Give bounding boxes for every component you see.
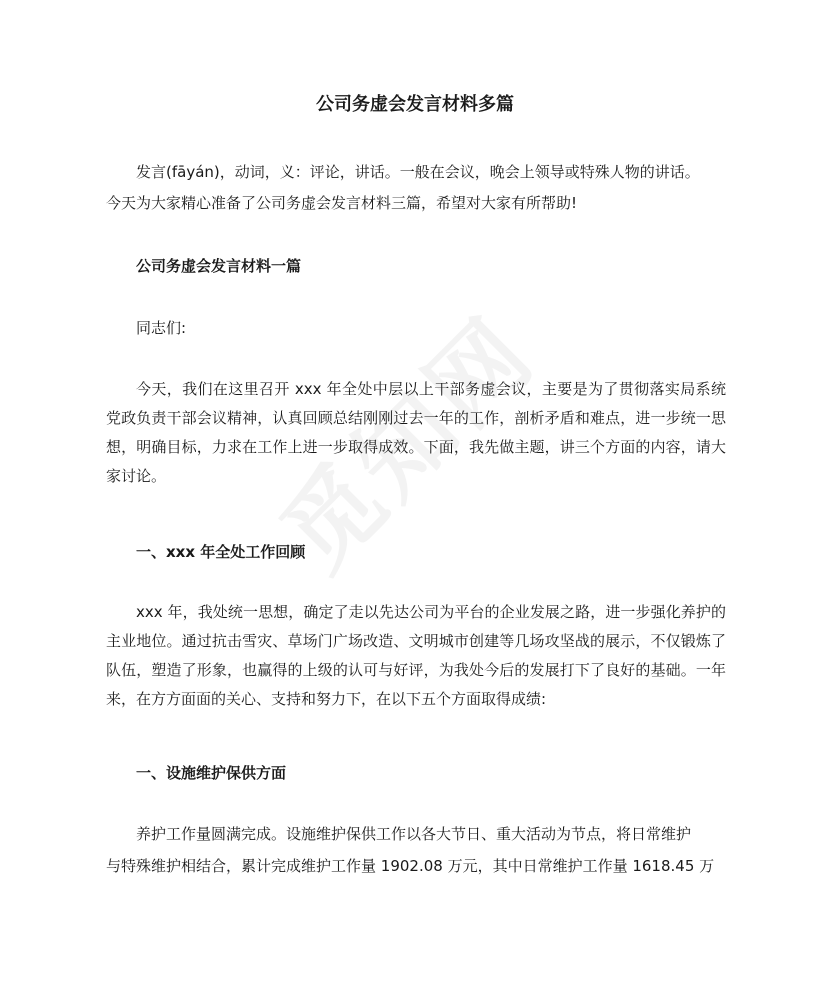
heading-annual-review: 一、xxx 年全处工作回顾 — [136, 543, 306, 561]
heading-facility-maintenance: 一、设施维护保供方面 — [136, 764, 287, 782]
opening-paragraph: 今天，我们在这里召开 xxx 年全处中层以上干部务虚会议，主要是为了贯彻落实局系统党政负责干部会议精神，认真回顾总结刚刚过去一年的工作，剖析矛盾和难点，进一步统一思想，明确目标，力求在工作上进一步取得成效。下面，我先做主题，讲三个方面的内容，请大家讨论。 — [106, 380, 726, 485]
section-title: 公司务虚会发言材料一篇 — [136, 257, 302, 275]
maintenance-line-1: 养护工作量圆满完成。设施维护保供工作以各大节日、重大活动为节点，将日常维护 — [136, 825, 692, 843]
maintenance-line-2: 与特殊维护相结合，累计完成维护工作量 1902.08 万元，其中日常维护工作量 1618.45 万 — [106, 857, 715, 875]
review-paragraph: xxx 年，我处统一思想，确定了走以先达公司为平台的企业发展之路，进一步强化养护的主业地位。通过抗击雪灾、草场门广场改造、文明城市创建等几场攻坚战的展示，不仅锻炼了队伍，塑造了形象，也赢得的上级的认可与好评，为我处今后的发展打下了良好的基础。一年来，在方方面面的关心、支持和努力下，在以下五个方面取得成绩: — [106, 603, 726, 708]
intro-line-1: 发言(fāyán)，动词，义：评论，讲话。一般在会议，晚会上领导或特殊人物的讲话。 — [136, 163, 700, 181]
intro-line-2: 今天为大家精心准备了公司务虚会发言材料三篇，希望对大家有所帮助! — [106, 194, 578, 212]
greeting: 同志们: — [136, 319, 187, 337]
document-title: 公司务虚会发言材料多篇 — [316, 94, 514, 115]
